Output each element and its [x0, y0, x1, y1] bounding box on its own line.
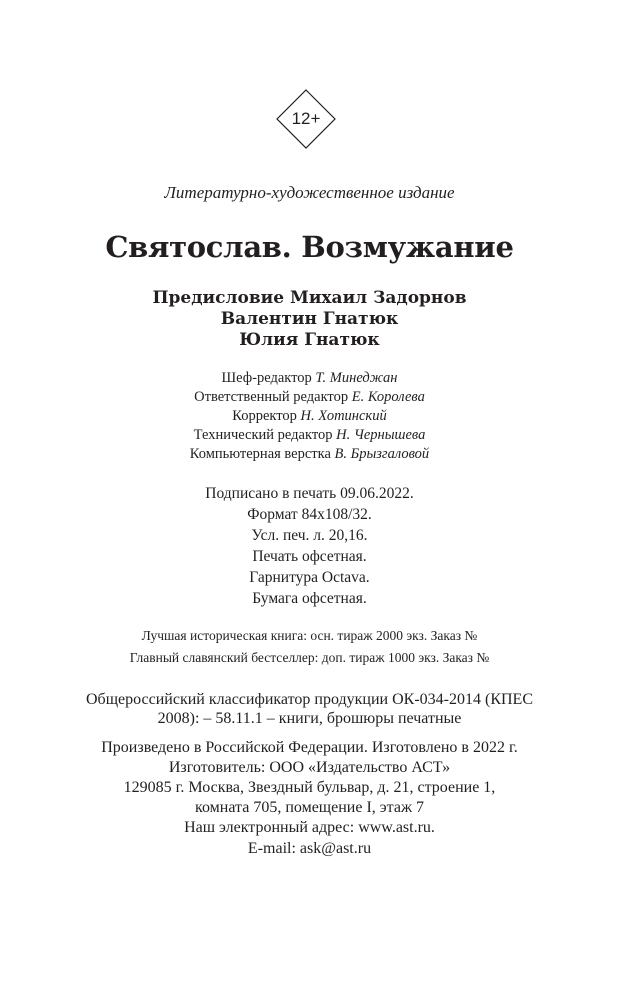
print-info-line: Усл. печ. л. 20,16. — [251, 527, 368, 544]
edition-line: Главный славянский бестселлер: доп. тираж 1000 экз. Заказ № — [129, 650, 490, 665]
publisher-line: Произведено в Российской Федерации. Изготовлено в 2022 г. — [101, 739, 518, 756]
author-line: Юлия Гнатюк — [239, 330, 380, 350]
credit-role: Компьютерная верстка — [189, 446, 331, 462]
credit-line — [0, 427, 619, 444]
publisher-line: Изготовитель: ООО «Издательство АСТ» — [168, 759, 451, 776]
print-info-line: Формат 84x108/32. — [247, 506, 372, 523]
print-info-line: Подписано в печать 09.06.2022. — [205, 485, 414, 502]
credit-name: В. Брызгаловой — [334, 446, 430, 462]
author-line: Валентин Гнатюк — [220, 309, 399, 329]
credit-role: Технический редактор — [193, 427, 333, 443]
credit-name: Т. Минеджан — [315, 370, 398, 386]
credit-name: Е. Королева — [351, 389, 425, 405]
credit-line — [0, 408, 619, 425]
print-info-line: Бумага офсетная. — [252, 590, 367, 607]
age-rating-label: 12+ — [291, 109, 321, 128]
website-line: Наш электронный адрес: www.ast.ru. — [184, 819, 435, 836]
edition-line: Лучшая историческая книга: осн. тираж 2000 экз. Заказ № — [141, 628, 478, 643]
credit-name: Н. Хотинский — [300, 408, 387, 424]
genre-label: Литературно-художественное издание — [164, 183, 455, 202]
publisher-address-line: комната 705, помещение I, этаж 7 — [195, 799, 424, 816]
credit-line — [0, 446, 619, 463]
credit-line — [0, 370, 619, 387]
credit-role: Корректор — [232, 408, 297, 424]
email-line: E-mail: ask@ast.ru — [247, 840, 372, 857]
classification-line: Общероссийский классификатор продукции ОК-034-2014 (КПЕС — [86, 691, 533, 708]
print-info-line: Гарнитура Octava. — [249, 569, 370, 586]
credit-role: Шеф-редактор — [221, 370, 312, 386]
print-info-line: Печать офсетная. — [252, 548, 367, 565]
credit-role: Ответственный редактор — [194, 389, 349, 405]
age-rating-badge — [276, 89, 336, 149]
author-line: Предисловие Михаил Задорнов — [152, 288, 467, 308]
publisher-address-line: 129085 г. Москва, Звездный бульвар, д. 21, строение 1, — [123, 779, 496, 796]
book-title: Святослав. Возмужание — [105, 230, 514, 264]
classification-line: 2008): – 58.11.1 – книги, брошюры печатные — [157, 710, 462, 727]
credit-name: Н. Чернышева — [336, 427, 426, 443]
credit-line — [0, 389, 619, 406]
